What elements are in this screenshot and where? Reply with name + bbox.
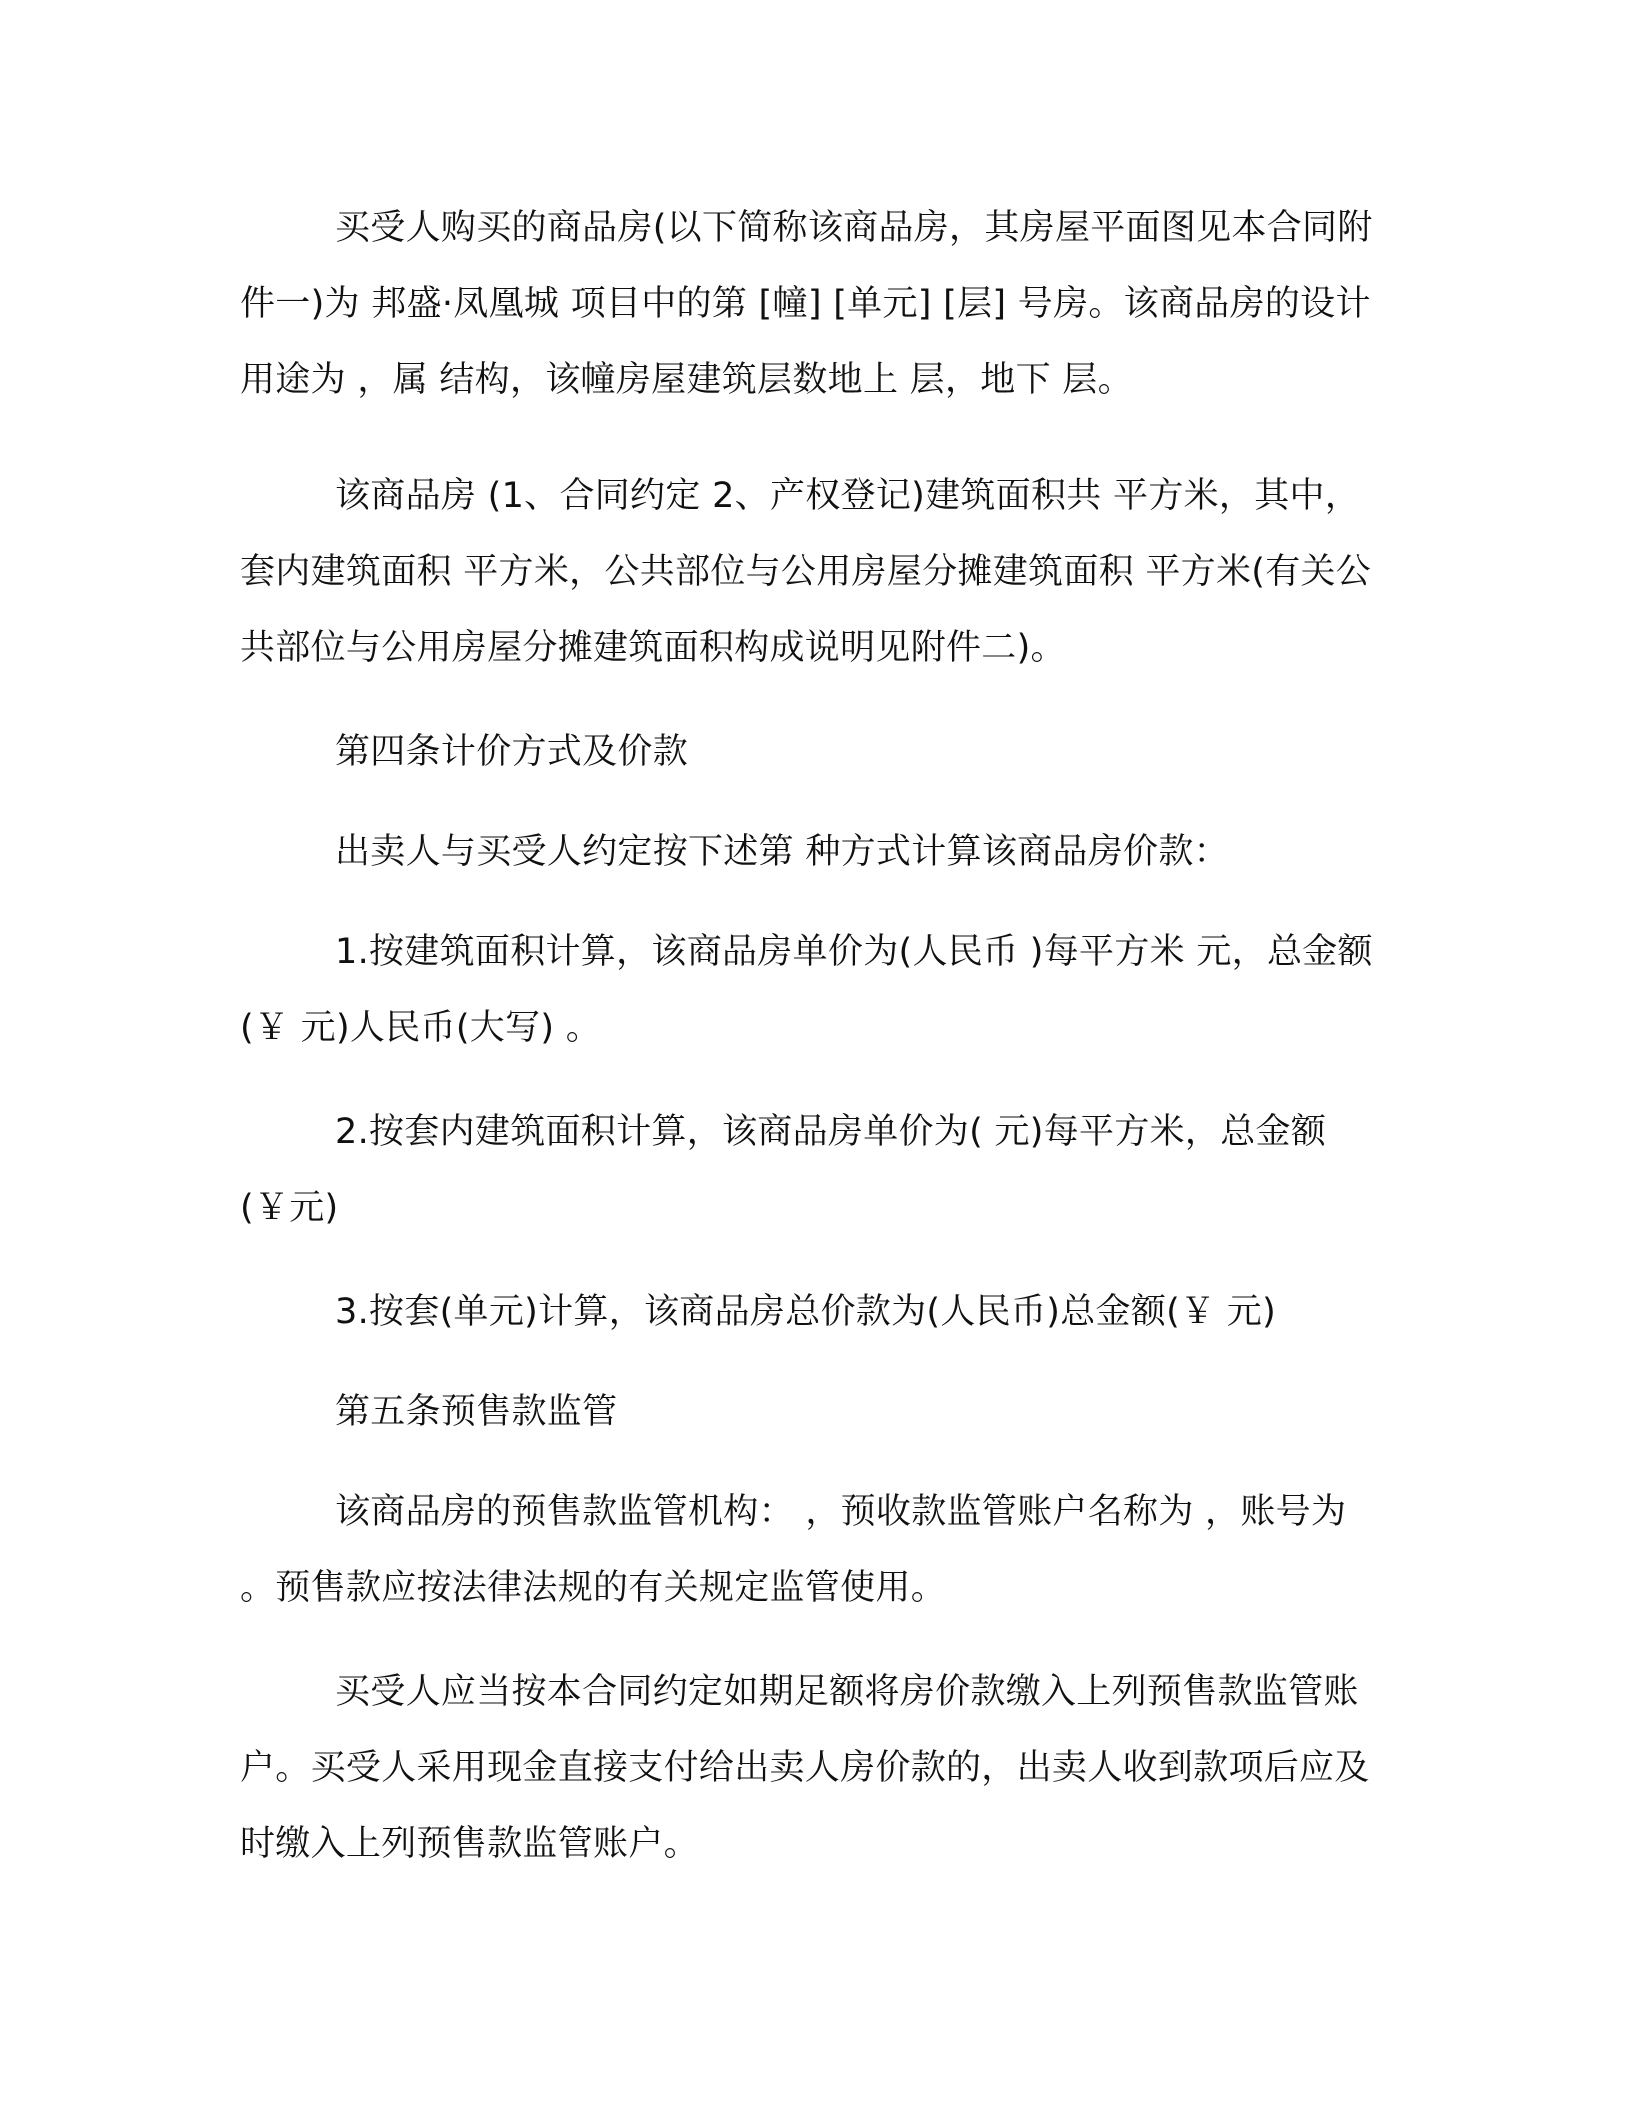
paragraph-floor-area: 该商品房 (1、合同约定 2、产权登记)建筑面积共 平方米，其中，套内建筑面积 平方米，公共部位与公用房屋分摊建筑面积 平方米(有关公共部位与公用房屋分摊建筑面积构成说明见附件二)。 (240, 476, 1372, 668)
heading-article-4: 第四条计价方式及价款 (335, 732, 689, 772)
paragraph-pricing-option-3: 3.按套(单元)计算，该商品房总价款为(人民币)总金额(￥ 元) (335, 1292, 1277, 1332)
paragraph-pricing-method: 出卖人与买受人约定按下述第 种方式计算该商品房价款： (335, 832, 1229, 872)
paragraph-pricing-option-2: 2.按套内建筑面积计算，该商品房单价为( 元)每平方米，总金额(￥元) (240, 1112, 1327, 1228)
paragraph-pricing-option-1: 1.按建筑面积计算，该商品房单价为(人民币 )每平方米 元，总金额(￥ 元)人民币(大写) 。 (240, 932, 1373, 1048)
document-body (240, 190, 1390, 1882)
paragraph-house-description: 买受人购买的商品房(以下简称该商品房，其房屋平面图见本合同附件一)为 邦盛·凤凰城 项目中的第 [幢] [单元] [层] 号房。该商品房的设计用途为 ，属 结构，该幢房屋建筑层数地上 层，地下 层。 (240, 208, 1373, 400)
heading-article-5: 第五条预售款监管 (335, 1392, 618, 1432)
paragraph-escrow-payment: 买受人应当按本合同约定如期足额将房价款缴入上列预售款监管账户。买受人采用现金直接支付给出卖人房价款的，出卖人收到款项后应及时缴入上列预售款监管账户。 (240, 1672, 1370, 1864)
paragraph-escrow-agency: 该商品房的预售款监管机构： ，预收款监管账户名称为 ，账号为 。预售款应按法律法规的有关规定监管使用。 (240, 1492, 1347, 1608)
